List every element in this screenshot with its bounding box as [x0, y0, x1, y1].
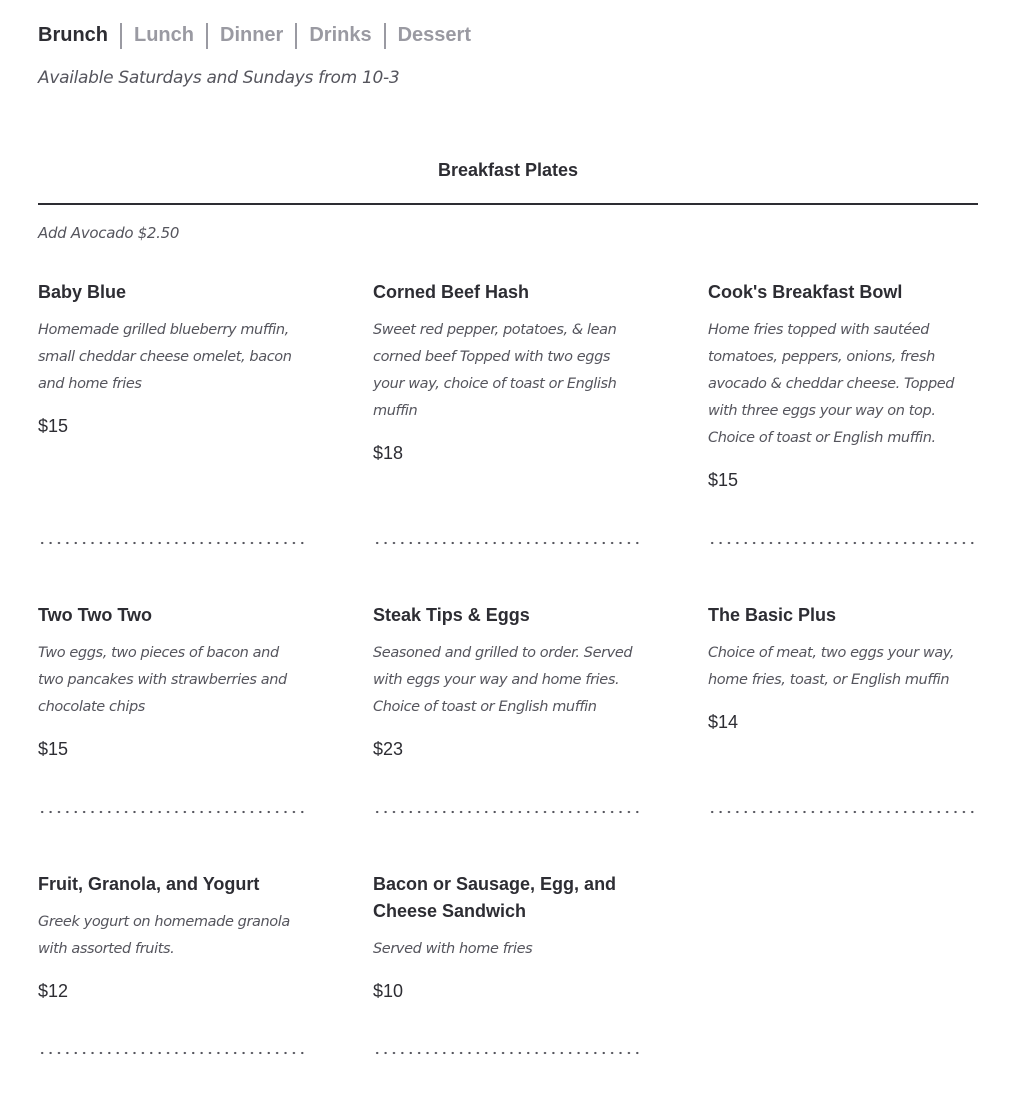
- menu-item-price: $15: [38, 416, 69, 436]
- dotted-divider: [708, 810, 978, 814]
- menu-item-description: Homemade grilled blueberry muffin, small cheddar cheese omelet, bacon and home fries: [38, 322, 292, 392]
- menu-item-name: Cook's Breakfast Bowl: [708, 282, 903, 302]
- menu-item: [38, 602, 308, 761]
- menu-item-name: Corned Beef Hash: [373, 282, 530, 302]
- menu-item-price: $15: [708, 470, 739, 490]
- section-title: Breakfast Plates: [437, 160, 579, 180]
- dotted-divider: [373, 1051, 643, 1055]
- tab-brunch[interactable]: Brunch: [38, 24, 108, 46]
- menu-item: [373, 602, 643, 761]
- tab-lunch[interactable]: Lunch: [134, 24, 194, 46]
- menu-category-tabs: [38, 22, 471, 49]
- menu-item: [708, 279, 978, 492]
- dotted-divider: [38, 1051, 308, 1055]
- menu-item-price: $23: [373, 739, 404, 759]
- tab-dinner[interactable]: Dinner: [220, 24, 284, 46]
- menu-item-description: Choice of meat, two eggs your way, home fries, toast, or English muffin: [708, 645, 955, 688]
- menu-item-description: Two eggs, two pieces of bacon and two pancakes with strawberries and chocolate chips: [38, 645, 287, 715]
- menu-item: [38, 279, 308, 438]
- menu-item-name: Bacon or Sausage, Egg, and Cheese Sandwich: [373, 874, 617, 921]
- menu-item-price: $10: [373, 981, 404, 1001]
- menu-item: [708, 602, 978, 734]
- menu-item-name: Fruit, Granola, and Yogurt: [38, 874, 260, 894]
- section-note: Add Avocado $2.50: [38, 224, 180, 242]
- menu-item-price: $15: [38, 739, 69, 759]
- tab-dessert[interactable]: Dessert: [397, 24, 471, 46]
- tab-divider: [295, 23, 297, 49]
- menu-item-name: Baby Blue: [38, 282, 127, 302]
- dotted-divider: [38, 541, 308, 545]
- menu-item-description: Greek yogurt on homemade granola with assorted fruits.: [38, 914, 290, 957]
- tab-divider: [206, 23, 208, 49]
- menu-availability-note: Available Saturdays and Sundays from 10-3: [38, 68, 400, 88]
- menu-item-description: Home fries topped with sautéed tomatoes, peppers, onions, fresh avocado & cheddar cheese. Topped with three eggs your way on top. Choice of toast or English muffin.: [708, 322, 955, 446]
- menu-item: [373, 279, 643, 465]
- tab-divider: [120, 23, 122, 49]
- menu-item-price: $14: [708, 712, 739, 732]
- menu-item-name: The Basic Plus: [708, 605, 837, 625]
- section-divider: [38, 203, 978, 205]
- menu-item-price: $12: [38, 981, 69, 1001]
- dotted-divider: [38, 810, 308, 814]
- tab-divider: [384, 23, 386, 49]
- menu-item-description: Sweet red pepper, potatoes, & lean corned beef Topped with two eggs your way, choice of toast or English muffin: [373, 322, 617, 419]
- menu-item-name: Two Two Two: [38, 605, 152, 625]
- dotted-divider: [373, 810, 643, 814]
- tab-drinks[interactable]: Drinks: [309, 24, 372, 46]
- dotted-divider: [373, 541, 643, 545]
- menu-item-price: $18: [373, 443, 404, 463]
- menu-item: [38, 871, 308, 1003]
- menu-item-description: Served with home fries: [373, 941, 533, 957]
- menu-item-name: Steak Tips & Eggs: [373, 605, 530, 625]
- dotted-divider: [708, 541, 978, 545]
- menu-item-description: Seasoned and grilled to order. Served with eggs your way and home fries. Choice of toast or English muffin: [373, 645, 633, 715]
- menu-item: [373, 871, 643, 1003]
